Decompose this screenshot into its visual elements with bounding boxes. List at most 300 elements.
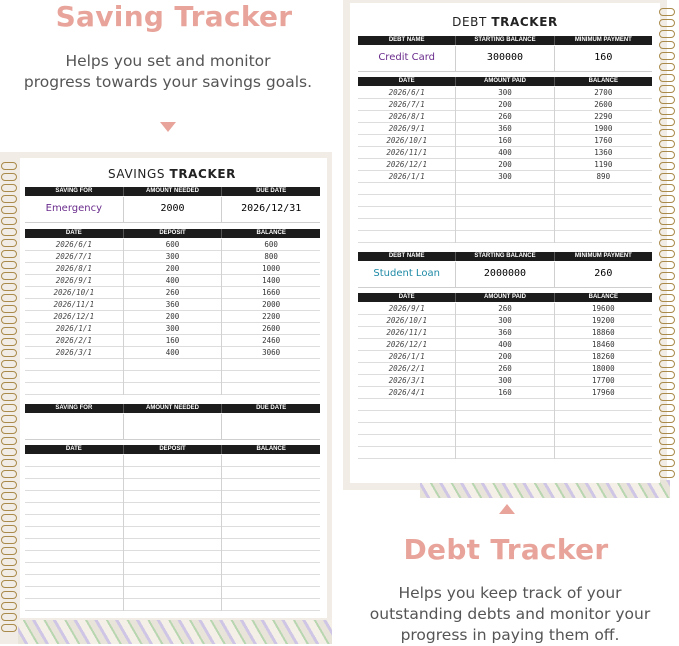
due-date-value[interactable]: 2026/12/31 [221, 197, 320, 222]
table-cell[interactable]: 2026/6/1 [358, 87, 455, 99]
balance-column [221, 455, 320, 611]
saving-goal-header-2 [25, 404, 320, 413]
header-starting-balance: STARTING BALANCE [455, 36, 553, 45]
table-cell[interactable] [358, 435, 455, 447]
table-cell[interactable]: 1900 [555, 123, 652, 135]
spiral-ring [659, 30, 675, 38]
header-due-date: DUE DATE [221, 187, 320, 196]
table-cell[interactable] [25, 551, 123, 563]
spiral-ring [659, 382, 675, 390]
spiral-ring [659, 437, 675, 445]
table-cell[interactable]: 2026/7/1 [358, 99, 455, 111]
spiral-ring [659, 228, 675, 236]
spiral-ring [659, 206, 675, 214]
table-cell[interactable] [25, 527, 123, 539]
spiral-ring [1, 558, 17, 566]
table-cell[interactable]: 2026/1/1 [358, 351, 455, 363]
arrow-up-icon [499, 504, 515, 514]
spiral-ring [659, 261, 675, 269]
table-cell[interactable] [222, 551, 320, 563]
table-cell[interactable] [358, 423, 455, 435]
minimum-payment-value[interactable]: 160 [554, 46, 652, 71]
saving-goal-row [25, 197, 320, 223]
table-cell[interactable]: 18860 [555, 327, 652, 339]
debt-row-credit-card [358, 46, 652, 72]
amount-needed-value[interactable]: 2000 [123, 197, 222, 222]
table-cell[interactable] [222, 479, 320, 491]
table-cell[interactable] [124, 599, 222, 611]
table-cell[interactable] [124, 491, 222, 503]
spiral-ring [1, 327, 17, 335]
table-cell[interactable] [555, 435, 652, 447]
saving-caption-line-1: Helps you set and monitor [65, 52, 271, 70]
saving-for-value[interactable]: Emergency [45, 203, 103, 214]
table-cell[interactable] [124, 383, 222, 395]
table-cell[interactable] [222, 563, 320, 575]
balance-column [221, 239, 320, 395]
spiral-ring [659, 349, 675, 357]
amount-needed-value-2[interactable] [123, 414, 222, 439]
spiral-ring [1, 250, 17, 258]
table-cell[interactable]: 18260 [555, 351, 652, 363]
header-date: DATE [398, 294, 415, 300]
amount-paid-column [455, 303, 553, 459]
table-cell[interactable]: 360 [456, 123, 553, 135]
header-minimum-payment: MINIMUM PAYMENT [554, 36, 652, 45]
table-cell[interactable]: 2026/11/1 [25, 299, 123, 311]
table-cell[interactable]: 300 [124, 323, 222, 335]
table-cell[interactable]: 2026/3/1 [358, 375, 455, 387]
debt-tracker-heading [358, 15, 652, 29]
table-cell[interactable] [124, 515, 222, 527]
spiral-ring [1, 426, 17, 434]
spiral-ring [659, 107, 675, 115]
spiral-ring [1, 459, 17, 467]
spiral-ring [659, 173, 675, 181]
header-starting-balance: STARTING BALANCE [455, 252, 553, 261]
spiral-ring [659, 305, 675, 313]
spiral-ring [659, 85, 675, 93]
spiral-ring [659, 118, 675, 126]
table-cell[interactable]: 2026/6/1 [25, 239, 123, 251]
table-cell[interactable] [555, 399, 652, 411]
spiral-ring [1, 503, 17, 511]
spiral-ring [1, 580, 17, 588]
header-deposit: DEPOSIT [123, 445, 222, 454]
table-cell[interactable]: 890 [555, 171, 652, 183]
table-cell[interactable]: 400 [124, 275, 222, 287]
table-cell[interactable] [25, 383, 123, 395]
spiral-ring [1, 349, 17, 357]
table-cell[interactable] [358, 231, 455, 243]
table-cell[interactable] [124, 371, 222, 383]
table-cell[interactable] [124, 551, 222, 563]
table-cell[interactable]: 400 [124, 347, 222, 359]
table-cell[interactable]: 600 [124, 239, 222, 251]
table-cell[interactable]: 260 [456, 363, 553, 375]
table-cell[interactable] [25, 467, 123, 479]
header-minimum-payment: MINIMUM PAYMENT [554, 252, 652, 261]
table-cell[interactable]: 2026/9/1 [358, 303, 455, 315]
table-cell[interactable] [358, 183, 455, 195]
table-cell[interactable] [456, 411, 553, 423]
table-cell[interactable]: 200 [456, 351, 553, 363]
spiral-ring [1, 448, 17, 456]
table-cell[interactable]: 2026/12/1 [358, 339, 455, 351]
spiral-ring [1, 382, 17, 390]
table-cell[interactable]: 17700 [555, 375, 652, 387]
table-cell[interactable] [222, 467, 320, 479]
table-cell[interactable] [25, 587, 123, 599]
balance-column [554, 303, 652, 459]
spiral-ring [659, 250, 675, 258]
table-cell[interactable]: 2460 [222, 335, 320, 347]
spiral-ring [659, 74, 675, 82]
starting-balance-value[interactable]: 300000 [455, 46, 553, 71]
table-cell[interactable]: 400 [456, 147, 553, 159]
spiral-ring [659, 404, 675, 412]
table-cell[interactable] [555, 423, 652, 435]
header-amount-needed: AMOUNT NEEDED [123, 187, 222, 196]
table-cell[interactable]: 2026/9/1 [358, 123, 455, 135]
debt-caption [350, 583, 670, 646]
debt-log-table-2 [358, 303, 652, 459]
table-cell[interactable] [222, 371, 320, 383]
table-cell[interactable]: 2026/8/1 [358, 111, 455, 123]
spiral-ring [659, 195, 675, 203]
table-cell[interactable] [222, 527, 320, 539]
table-cell[interactable] [25, 371, 123, 383]
spiral-ring [1, 536, 17, 544]
table-cell[interactable]: 360 [456, 327, 553, 339]
table-cell[interactable]: 200 [456, 99, 553, 111]
table-cell[interactable]: 300 [456, 315, 553, 327]
table-cell[interactable] [456, 219, 553, 231]
table-cell[interactable]: 300 [456, 87, 553, 99]
table-cell[interactable] [25, 563, 123, 575]
spiral-ring [1, 261, 17, 269]
spiral-ring [1, 415, 17, 423]
table-cell[interactable]: 2700 [555, 87, 652, 99]
header-balance: BALANCE [554, 293, 652, 302]
spiral-ring [1, 470, 17, 478]
table-cell[interactable]: 2600 [222, 323, 320, 335]
table-cell[interactable]: 2026/9/1 [25, 275, 123, 287]
saving-log-header [25, 229, 320, 238]
table-cell[interactable]: 2026/12/1 [358, 159, 455, 171]
saving-log-table [25, 239, 320, 395]
spiral-ring [1, 404, 17, 412]
table-cell[interactable] [25, 515, 123, 527]
table-cell[interactable] [555, 411, 652, 423]
table-cell[interactable] [456, 447, 553, 459]
spiral-ring [1, 360, 17, 368]
spiral-ring [1, 217, 17, 225]
table-cell[interactable]: 2026/1/1 [358, 171, 455, 183]
table-cell[interactable] [555, 219, 652, 231]
table-cell[interactable]: 2026/7/1 [25, 251, 123, 263]
header-saving-for: SAVING FOR [55, 405, 93, 411]
table-cell[interactable] [222, 383, 320, 395]
floral-cover-strip [18, 620, 332, 644]
debt-caption-line-2: outstanding debts and monitor your [369, 605, 651, 623]
table-cell[interactable] [222, 491, 320, 503]
spiral-ring [659, 41, 675, 49]
table-cell[interactable]: 300 [456, 171, 553, 183]
header-saving-for: SAVING FOR [55, 188, 93, 194]
header-date: DATE [65, 446, 82, 452]
debt-caption-line-3: progress in paying them off. [400, 626, 620, 644]
spiral-ring [659, 338, 675, 346]
table-cell[interactable] [124, 359, 222, 371]
table-cell[interactable]: 2026/2/1 [358, 363, 455, 375]
table-cell[interactable] [555, 231, 652, 243]
table-cell[interactable]: 1190 [555, 159, 652, 171]
table-cell[interactable] [222, 359, 320, 371]
table-cell[interactable] [456, 399, 553, 411]
saving-goal-header [25, 187, 320, 196]
table-cell[interactable]: 2026/10/1 [358, 135, 455, 147]
table-cell[interactable]: 260 [456, 111, 553, 123]
table-cell[interactable]: 2026/11/1 [358, 327, 455, 339]
table-cell[interactable] [222, 587, 320, 599]
header-balance: BALANCE [221, 445, 320, 454]
table-cell[interactable] [124, 527, 222, 539]
table-cell[interactable] [222, 503, 320, 515]
table-cell[interactable] [358, 219, 455, 231]
spiral-ring [659, 151, 675, 159]
spiral-ring [1, 228, 17, 236]
table-cell[interactable]: 160 [456, 387, 553, 399]
table-cell[interactable]: 200 [124, 263, 222, 275]
debt-row-student-loan [358, 262, 652, 288]
table-cell[interactable] [124, 479, 222, 491]
spiral-ring [1, 162, 17, 170]
header-amount-needed: AMOUNT NEEDED [123, 404, 222, 413]
table-cell[interactable] [358, 411, 455, 423]
table-cell[interactable] [25, 359, 123, 371]
arrow-down-icon [160, 122, 176, 132]
table-cell[interactable] [555, 183, 652, 195]
table-cell[interactable]: 1360 [555, 147, 652, 159]
table-cell[interactable]: 2200 [222, 311, 320, 323]
table-cell[interactable] [124, 539, 222, 551]
deposit-column [123, 455, 222, 611]
table-cell[interactable]: 18460 [555, 339, 652, 351]
savings-tracker-heading [24, 167, 320, 181]
table-cell[interactable]: 2026/2/1 [25, 335, 123, 347]
header-due-date: DUE DATE [221, 404, 320, 413]
debt-name-value[interactable]: Credit Card [378, 52, 435, 63]
table-cell[interactable] [25, 575, 123, 587]
table-cell[interactable]: 1660 [222, 287, 320, 299]
header-balance: BALANCE [554, 77, 652, 86]
heading-bold: TRACKER [491, 15, 558, 29]
debt-log-header [358, 77, 652, 86]
spiral-ring [659, 426, 675, 434]
heading-light: SAVINGS [107, 167, 166, 181]
spiral-ring [1, 195, 17, 203]
table-cell[interactable] [124, 467, 222, 479]
spiral-ring [1, 239, 17, 247]
table-cell[interactable]: 200 [456, 159, 553, 171]
table-cell[interactable]: 2026/8/1 [25, 263, 123, 275]
header-balance: BALANCE [221, 229, 320, 238]
table-cell[interactable]: 400 [456, 339, 553, 351]
spiral-ring [1, 492, 17, 500]
spiral-ring [659, 129, 675, 137]
saving-caption [10, 51, 326, 93]
table-cell[interactable]: 600 [222, 239, 320, 251]
due-date-value-2[interactable] [221, 414, 320, 439]
table-cell[interactable] [456, 195, 553, 207]
table-cell[interactable] [124, 587, 222, 599]
table-cell[interactable] [222, 599, 320, 611]
spiral-ring [1, 393, 17, 401]
date-column [25, 239, 123, 395]
table-cell[interactable] [358, 447, 455, 459]
deposit-column [123, 239, 222, 395]
header-debt-name: DEBT NAME [388, 253, 425, 259]
date-column [358, 87, 455, 243]
spiral-ring [1, 525, 17, 533]
table-cell[interactable]: 800 [222, 251, 320, 263]
spiral-ring [1, 569, 17, 577]
table-cell[interactable]: 19600 [555, 303, 652, 315]
table-cell[interactable] [124, 575, 222, 587]
spiral-ring [659, 184, 675, 192]
starting-balance-value[interactable]: 2000000 [455, 262, 553, 287]
table-cell[interactable]: 2026/1/1 [25, 323, 123, 335]
spiral-ring [659, 294, 675, 302]
debt-tracker-title: Debt Tracker [403, 533, 609, 566]
spiral-ring [1, 184, 17, 192]
header-debt-name: DEBT NAME [388, 37, 425, 43]
spiral-ring [659, 63, 675, 71]
table-cell[interactable] [222, 515, 320, 527]
spiral-ring [1, 338, 17, 346]
spiral-ring [659, 371, 675, 379]
spiral-ring [1, 371, 17, 379]
table-cell[interactable]: 300 [124, 251, 222, 263]
table-cell[interactable]: 2026/11/1 [358, 147, 455, 159]
spiral-ring [1, 283, 17, 291]
table-cell[interactable]: 17960 [555, 387, 652, 399]
table-cell[interactable] [25, 491, 123, 503]
debt-header [358, 36, 652, 45]
table-cell[interactable]: 200 [124, 311, 222, 323]
saving-goal-row-2 [25, 414, 320, 440]
header-date: DATE [65, 230, 82, 236]
table-cell[interactable] [25, 599, 123, 611]
table-cell[interactable]: 160 [124, 335, 222, 347]
saving-for-value-2[interactable] [25, 414, 123, 439]
spiral-ring [1, 481, 17, 489]
header-date: DATE [398, 78, 415, 84]
saving-caption-line-2: progress towards your savings goals. [23, 73, 313, 91]
table-cell[interactable] [25, 503, 123, 515]
spiral-ring [659, 19, 675, 27]
table-cell[interactable] [456, 423, 553, 435]
table-cell[interactable] [25, 539, 123, 551]
table-cell[interactable] [124, 563, 222, 575]
table-cell[interactable]: 1400 [222, 275, 320, 287]
spiral-ring [1, 316, 17, 324]
saving-tracker-title: Saving Tracker [55, 0, 293, 33]
saving-log-header-2 [25, 445, 320, 454]
table-cell[interactable]: 18000 [555, 363, 652, 375]
debt-log-table-1 [358, 87, 652, 243]
date-column [358, 303, 455, 459]
spiral-ring [659, 316, 675, 324]
table-cell[interactable]: 2026/4/1 [358, 387, 455, 399]
table-cell[interactable] [555, 447, 652, 459]
table-cell[interactable] [555, 207, 652, 219]
spiral-ring [659, 415, 675, 423]
table-cell[interactable] [456, 183, 553, 195]
debt-log-header-2 [358, 293, 652, 302]
table-cell[interactable]: 2000 [222, 299, 320, 311]
table-cell[interactable] [25, 479, 123, 491]
table-cell[interactable]: 360 [124, 299, 222, 311]
spiral-ring [1, 602, 17, 610]
table-cell[interactable] [124, 503, 222, 515]
table-cell[interactable] [25, 455, 123, 467]
table-cell[interactable]: 2026/10/1 [358, 315, 455, 327]
table-cell[interactable] [358, 207, 455, 219]
table-cell[interactable]: 160 [456, 135, 553, 147]
minimum-payment-value[interactable]: 260 [554, 262, 652, 287]
spiral-ring [659, 272, 675, 280]
table-cell[interactable] [222, 455, 320, 467]
spiral-ring [1, 272, 17, 280]
spiral-ring [659, 96, 675, 104]
spiral-ring [1, 591, 17, 599]
balance-column [554, 87, 652, 243]
table-cell[interactable] [222, 575, 320, 587]
table-cell[interactable] [456, 231, 553, 243]
spiral-ring [659, 470, 675, 478]
table-cell[interactable]: 1760 [555, 135, 652, 147]
table-cell[interactable]: 1000 [222, 263, 320, 275]
header-amount-paid: AMOUNT PAID [455, 77, 553, 86]
table-cell[interactable] [222, 539, 320, 551]
table-cell[interactable]: 2026/12/1 [25, 311, 123, 323]
table-cell[interactable]: 19200 [555, 315, 652, 327]
table-cell[interactable]: 260 [124, 287, 222, 299]
table-cell[interactable]: 3060 [222, 347, 320, 359]
table-cell[interactable]: 300 [456, 375, 553, 387]
spiral-ring [659, 327, 675, 335]
table-cell[interactable]: 260 [456, 303, 553, 315]
spiral-ring [1, 206, 17, 214]
table-cell[interactable] [124, 455, 222, 467]
heading-light: DEBT [452, 15, 487, 29]
table-cell[interactable]: 2026/10/1 [25, 287, 123, 299]
debt-name-value[interactable]: Student Loan [373, 268, 440, 279]
header-amount-paid: AMOUNT PAID [455, 293, 553, 302]
table-cell[interactable]: 2290 [555, 111, 652, 123]
table-cell[interactable]: 2026/3/1 [25, 347, 123, 359]
spiral-ring [1, 547, 17, 555]
table-cell[interactable]: 2600 [555, 99, 652, 111]
table-cell[interactable] [555, 195, 652, 207]
spiral-ring [659, 393, 675, 401]
table-cell[interactable] [456, 207, 553, 219]
table-cell[interactable] [456, 435, 553, 447]
table-cell[interactable] [358, 399, 455, 411]
table-cell[interactable] [358, 195, 455, 207]
